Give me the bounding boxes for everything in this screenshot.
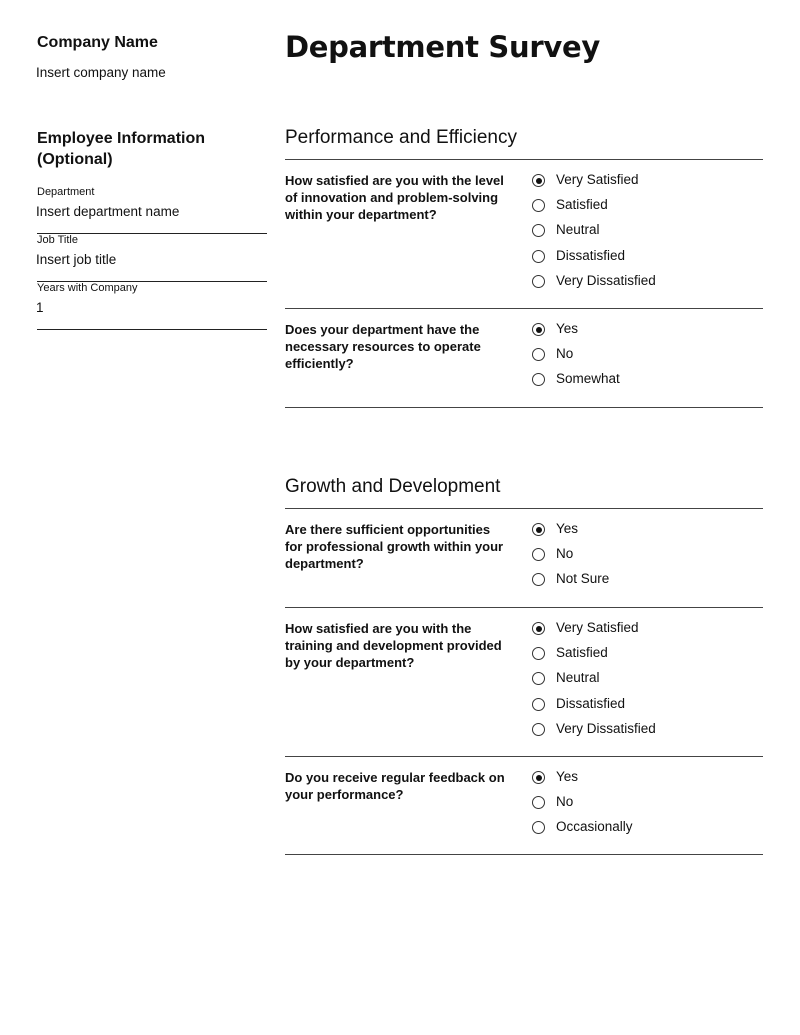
department-label: Department [37,186,95,198]
radio-label: Not Sure [556,571,610,587]
radio-option[interactable] [532,248,656,273]
radio-label: Dissatisfied [556,695,626,711]
radio-unchecked-icon[interactable] [532,224,545,237]
radio-option[interactable] [532,620,656,645]
question-row [285,608,763,757]
radio-option[interactable] [532,819,633,844]
radio-unchecked-icon[interactable] [532,250,545,263]
job-title-field[interactable] [37,234,267,282]
radio-option[interactable] [532,769,633,794]
radio-unchecked-icon[interactable] [532,723,545,736]
radio-group [532,172,656,298]
radio-option[interactable] [532,571,609,596]
radio-group [532,620,656,746]
radio-unchecked-icon[interactable] [532,821,545,834]
years-field[interactable] [37,282,267,330]
radio-option[interactable] [532,696,656,721]
radio-option[interactable] [532,273,656,298]
radio-option[interactable] [532,371,620,396]
radio-label: Very Dissatisfied [556,720,656,736]
radio-group [532,769,633,845]
radio-label: Yes [556,769,579,784]
radio-label: Neutral [556,670,600,686]
radio-option[interactable] [532,197,656,222]
job-title-label: Job Title [37,234,78,246]
question-text: Do you receive regular feedback on your performance? [285,770,505,802]
radio-checked-icon[interactable] [532,323,545,336]
radio-unchecked-icon[interactable] [532,698,545,711]
question-text: How satisfied are you with the level of innovation and problem-solving within your department? [285,173,504,222]
radio-option[interactable] [532,172,656,197]
radio-label: Satisfied [556,645,608,661]
radio-unchecked-icon[interactable] [532,373,545,386]
radio-group [532,321,620,397]
radio-option[interactable] [532,721,656,746]
department-field[interactable] [37,186,267,234]
question-row [285,309,763,408]
radio-option[interactable] [532,645,656,670]
radio-option[interactable] [532,521,609,546]
section-growth [285,476,763,855]
question-row [285,757,763,855]
radio-checked-icon[interactable] [532,174,545,187]
radio-option[interactable] [532,546,609,571]
radio-label: Somewhat [556,371,620,387]
radio-label: Very Satisfied [556,620,639,635]
years-input[interactable]: 1 [36,300,44,315]
radio-unchecked-icon[interactable] [532,548,545,561]
radio-option[interactable] [532,321,620,346]
section-title: Growth and Development [285,476,763,509]
section-title: Performance and Efficiency [285,127,763,160]
radio-option[interactable] [532,794,633,819]
radio-label: Satisfied [556,197,608,213]
radio-label: Dissatisfied [556,247,626,263]
radio-label: No [556,794,574,810]
employee-info-heading: Employee Information (Optional) [37,130,206,168]
question-row [285,509,763,608]
radio-option[interactable] [532,222,656,247]
radio-group [532,521,609,597]
radio-label: Very Satisfied [556,172,639,187]
section-performance [285,127,763,408]
radio-unchecked-icon[interactable] [532,672,545,685]
company-name-input[interactable]: Insert company name [36,65,166,80]
radio-option[interactable] [532,346,620,371]
question-text: Are there sufficient opportunities for professional growth within your department? [285,522,504,571]
page-title: Department Survey [285,30,600,64]
radio-label: Occasionally [556,819,633,835]
radio-label: Very Dissatisfied [556,272,656,288]
radio-label: Yes [556,521,579,536]
radio-unchecked-icon[interactable] [532,796,545,809]
radio-unchecked-icon[interactable] [532,275,545,288]
radio-option[interactable] [532,670,656,695]
department-input[interactable]: Insert department name [36,204,180,219]
job-title-input[interactable]: Insert job title [36,252,117,267]
radio-checked-icon[interactable] [532,771,545,784]
radio-unchecked-icon[interactable] [532,647,545,660]
radio-label: Yes [556,321,579,336]
question-row [285,160,763,309]
radio-checked-icon[interactable] [532,523,545,536]
question-text: How satisfied are you with the training and development provided by your department? [285,621,502,670]
question-text: Does your department have the necessary resources to operate efficiently? [285,322,481,371]
radio-label: No [556,346,574,362]
radio-unchecked-icon[interactable] [532,199,545,212]
radio-unchecked-icon[interactable] [532,348,545,361]
radio-unchecked-icon[interactable] [532,573,545,586]
radio-label: No [556,546,574,562]
radio-label: Neutral [556,222,600,238]
company-name-label: Company Name [37,34,158,51]
years-label: Years with Company [37,282,138,294]
radio-checked-icon[interactable] [532,622,545,635]
